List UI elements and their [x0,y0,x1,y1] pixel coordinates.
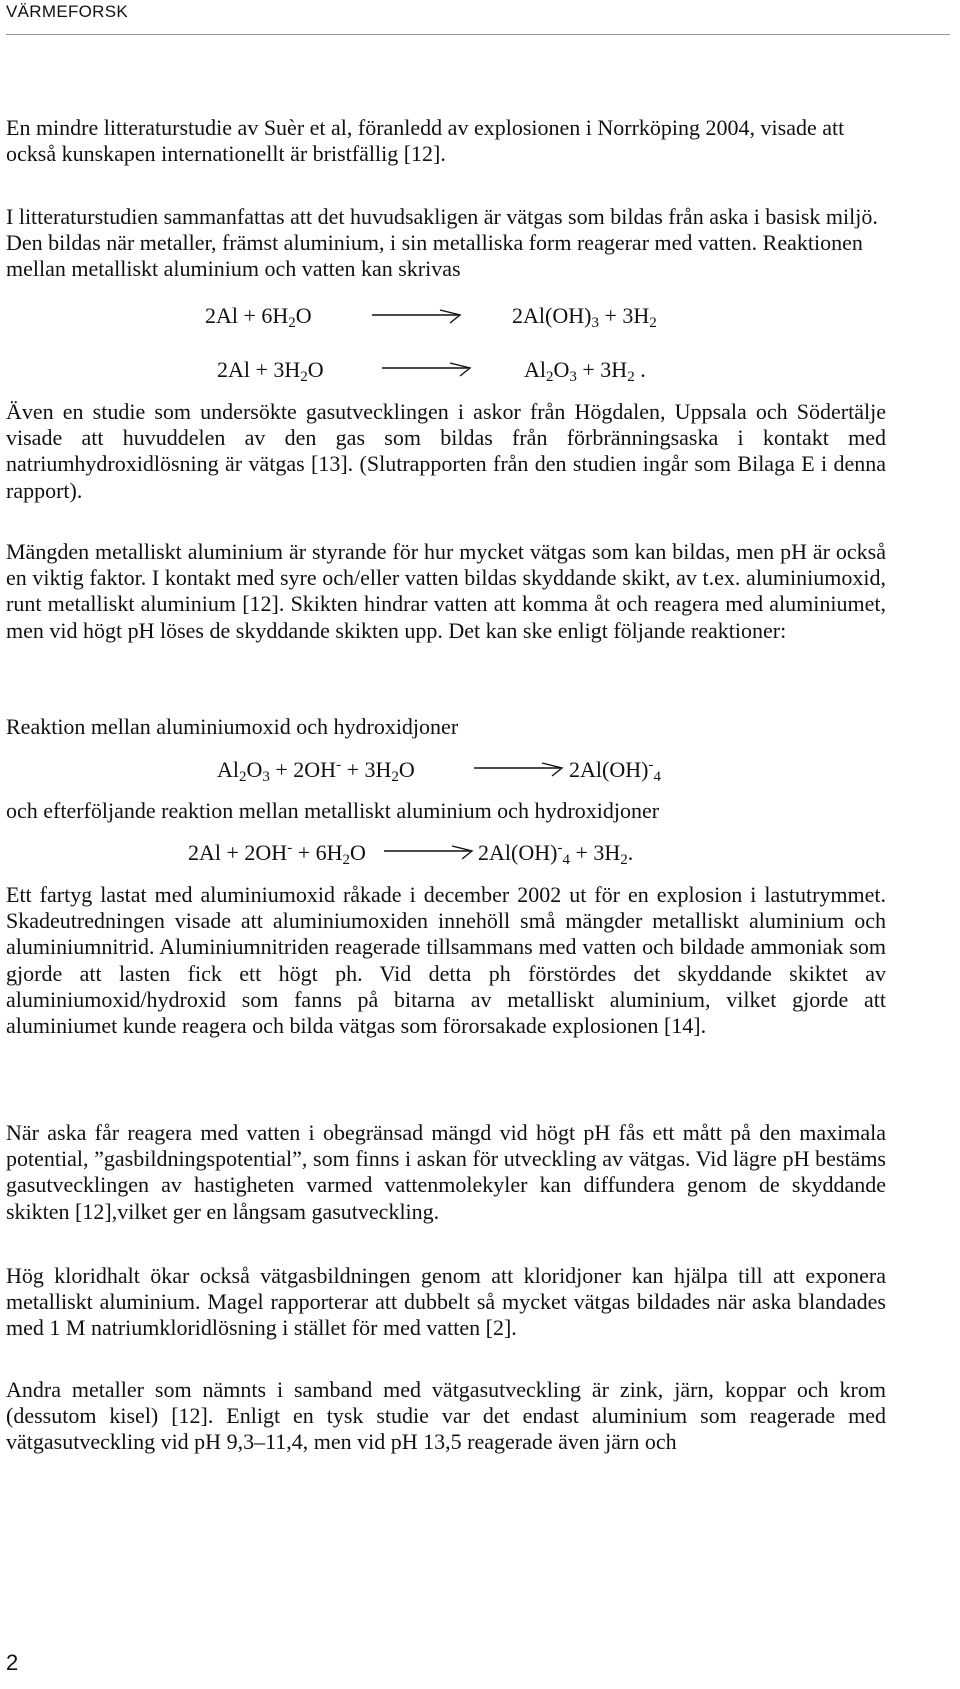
paragraph-5: Reaktion mellan aluminiumoxid och hydroxidjoner [6,714,459,739]
paragraph-3: Även en studie som undersökte gasutvecklingen i askor från Högdalen, Uppsala och Södertälje visade att huvuddelen av den gas som bildas från förbränningsaska i kontakt med natriumhydroxidlösning är vätgas [13]. (Slutrapporten från den studien ingår som Bilaga E i denna rapport). [6,399,886,503]
equation-3-lhs: $Al_2O_3 + 2OH^- + 3H_2O$ [217,757,415,785]
paragraph-1: En mindre litteraturstudie av Suèr et al, föranledd av explosionen i Norrköping 2004, visade att också kunskapen internationellt är bristfällig [12]. [6,115,845,167]
reaction-arrow [474,762,566,778]
reaction-arrow [372,309,464,325]
paragraph-10: Andra metaller som nämnts i samband med vätgasutveckling är zink, järn, koppar och krom (dessutom kisel) [12]. Enligt en tysk studie var det endast aluminium som reagerade med vätgasutveckling vid pH 9,3–11,4, men vid pH 13,5 reagerade även järn och [6,1377,886,1455]
paragraph-4: Mängden metalliskt aluminium är styrande för hur mycket vätgas som kan bildas, men pH är också en viktig faktor. I kontakt med syre och/eller vatten bildas skyddande skikt, av t.ex. aluminiumoxid, runt metalliskt aluminium [12]. Skikten hindrar vatten att komma åt och reagera med aluminiumet, men vid högt pH löses de skyddande skikten upp. Det kan ske enligt följande reaktioner: [6,539,886,643]
equation-2-rhs: $Al_2O_3 + 3H_2$ . [524,357,646,385]
reaction-arrow [384,845,476,861]
paragraph-6: och efterföljande reaktion mellan metalliskt aluminium och hydroxidjoner [6,798,660,823]
reaction-arrow [382,362,474,378]
equation-1-lhs: $2Al + 6H_2O$ [205,303,312,331]
paragraph-9: Hög kloridhalt ökar också vätgasbildningen genom att kloridjoner kan hjälpa till att exponera metalliskt aluminium. Magel rapporterar att dubbelt så mycket vätgas bildades när aska blandades med 1 M natriumkloridlösning i stället för med vatten [2]. [6,1263,886,1341]
equation-2-lhs: $2Al + 3H_2O$ [217,357,324,385]
page-number: 2 [6,1650,19,1675]
equation-4-rhs: $2Al(OH)^-_4 + 3H_2$. [478,840,634,868]
header-title: VÄRMEFORSK [6,2,129,21]
paragraph-2: I litteraturstudien sammanfattas att det huvudsakligen är vätgas som bildas från aska i basisk miljö. Den bildas när metaller, främst aluminium, i sin metalliska form reagerar med vatten. Reaktionen mellan metalliskt aluminium och vatten kan skrivas [6,204,878,282]
page-header [6,0,950,36]
equation-3-rhs: $2Al(OH)^-_4$ [569,757,661,785]
header-divider [6,34,950,35]
paragraph-8: När aska får reagera med vatten i obegränsad mängd vid högt pH fås ett mått på den maximala potential, ”gasbildningspotential”, som finns i askan för utveckling av vätgas. Vid lägre pH bestäms gasutvecklingen av hastigheten varmed vattenmolekyler kan diffundera genom de skyddande skikten [12],vilket ger en långsam gasutveckling. [6,1120,886,1224]
paragraph-7: Ett fartyg lastat med aluminiumoxid råkade i december 2002 ut för en explosion i lastutrymmet. Skadeutredningen visade att aluminiumoxiden innehöll små mängder metalliskt aluminium och aluminiumnitrid. Aluminiumnitriden reagerade tillsammans med vatten och bildade ammoniak som gjorde att lasten fick ett högt ph. Vid detta ph förstördes det skyddande skiktet av aluminiumoxid/hydroxid som fanns på bitarna av metalliskt aluminium, vilket gjorde att aluminiumet kunde reagera och bilda vätgas som förorsakade explosionen [14]. [6,882,886,1039]
equation-4-lhs: $2Al + 2OH^- + 6H_2O$ [188,840,366,868]
equation-1-rhs: $2Al(OH)_3 + 3H_2$ [512,303,657,331]
